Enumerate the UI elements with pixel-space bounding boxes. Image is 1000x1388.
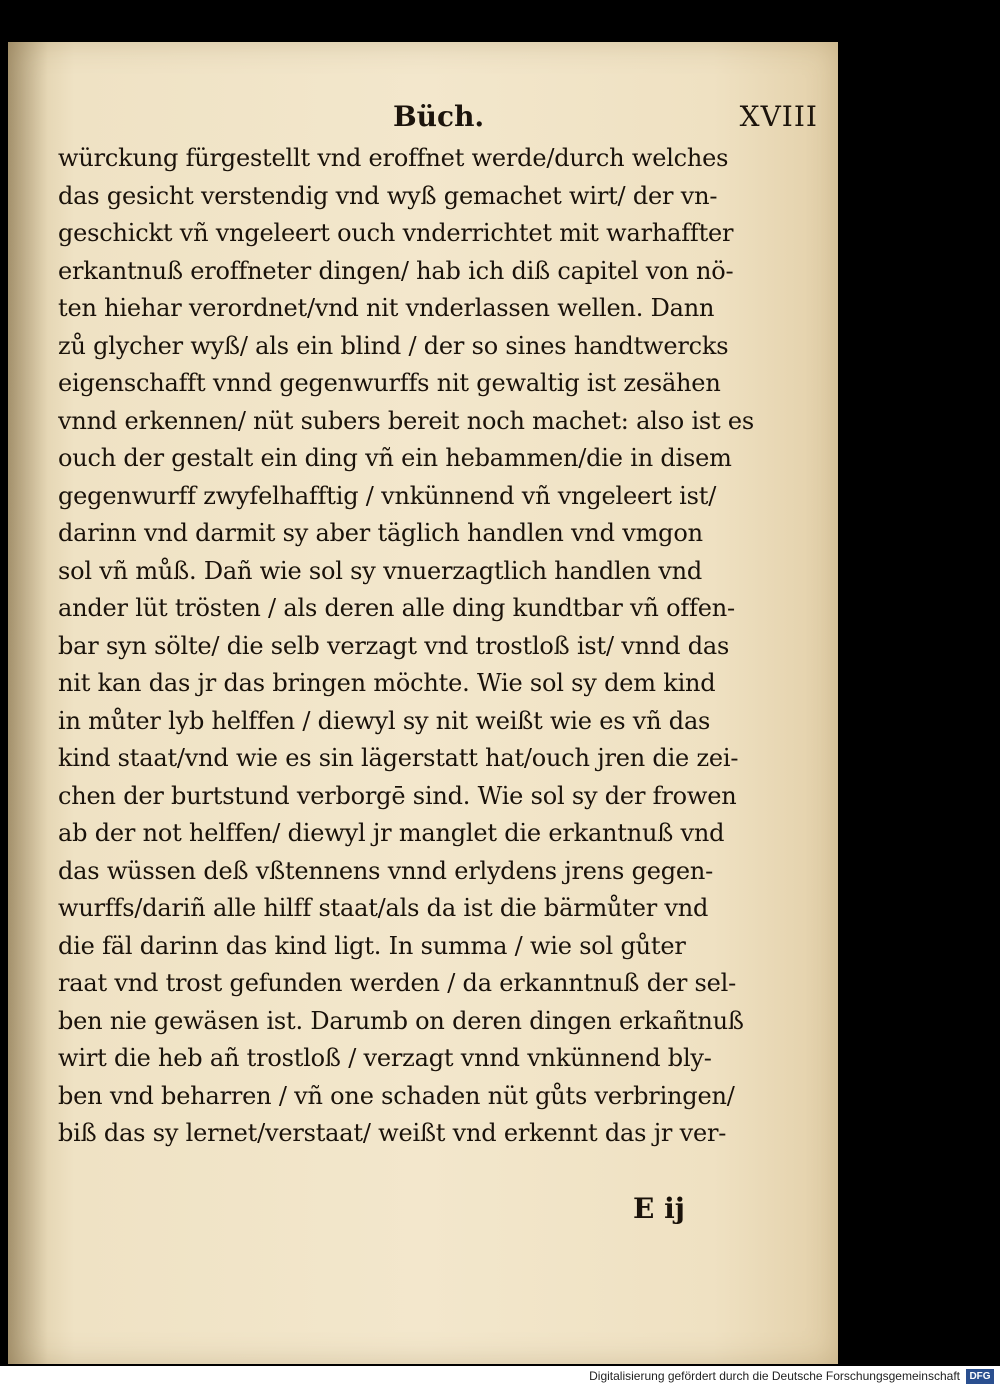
text-line: kind staat/vnd wie es sin lägerstatt hat/ouch jren die zei- (58, 744, 739, 772)
text-line: wirt die heb añ trostloß / verzagt vnnd vnkünnend bly- (58, 1044, 712, 1072)
folio-number: XVIII (739, 100, 818, 133)
text-line: chen der burtstund verborgē sind. Wie sol sy der frowen (58, 781, 737, 810)
text-line: ab der not helffen/ diewyl jr manglet die erkantnuß vnd (58, 819, 725, 847)
running-head-title: Büch. (393, 100, 485, 133)
text-line: ouch der gestalt ein ding vñ ein hebammen/die in disem (58, 444, 732, 472)
text-line: würckung fürgestellt vnd eroffnet werde/durch welches (58, 144, 729, 172)
running-head (8, 100, 838, 140)
text-line: raat vnd trost gefunden werden / da erkanntnuß der sel- (58, 969, 737, 997)
text-line: wurffs/dariñ alle hilff staat/als da ist die bärmůter vnd (58, 894, 709, 922)
text-line: ander lüt trösten / als deren alle ding kundtbar vñ offen- (58, 594, 735, 622)
text-line: die fäl darinn das kind ligt. In summa / wie sol gůter (58, 931, 686, 960)
funding-credit: Digitalisierung gefördert durch die Deutsche Forschungsgemeinschaft (589, 1369, 960, 1383)
text-line: bar syn sölte/ die selb verzagt vnd trostloß ist/ vnnd das (58, 631, 730, 660)
text-line: ten hiehar verordnet/vnd nit vnderlassen wellen. Dann (58, 294, 715, 322)
text-line: erkantnuß eroffneter dingen/ hab ich diß capitel von nö- (58, 256, 734, 285)
text-line: gegenwurff zwyfelhafftig / vnkünnend vñ vngeleert ist/ (58, 481, 717, 510)
text-line: das gesicht verstendig vnd wyß gemachet wirt/ der vn- (58, 181, 718, 210)
book-page (8, 42, 838, 1364)
text-line: geschickt vñ vngeleert ouch vnderrichtet mit warhaffter (58, 219, 734, 247)
body-text (58, 140, 818, 1153)
text-line: nit kan das jr das bringen möchte. Wie sol sy dem kind (58, 669, 716, 697)
text-line: biß das sy lernet/verstaat/ weißt vnd erkennt das jr ver- (58, 1119, 727, 1147)
gutter-shadow (8, 42, 48, 1364)
credit-footer (0, 1366, 1000, 1388)
text-line: zů glycher wyß/ als ein blind / der so sines handtwercks (58, 331, 729, 360)
text-line: eigenschafft vnnd gegenwurffs nit gewaltig ist zesähen (58, 369, 721, 397)
text-line: sol vñ můß. Dañ wie sol sy vnuerzagtlich handlen vnd (58, 556, 702, 585)
text-line: das wüssen deß vßtennens vnnd erlydens jrens gegen- (58, 856, 714, 885)
text-line: ben nie gewäsen ist. Darumb on deren dingen erkañtnuß (58, 1006, 744, 1035)
text-line: ben vnd beharren / vñ one schaden nüt gůts verbringen/ (58, 1081, 735, 1110)
text-line: vnnd erkennen/ nüt subers bereit noch machet: also ist es (58, 406, 755, 435)
signature-mark: E ij (633, 1192, 685, 1225)
text-line: darinn vnd darmit sy aber täglich handlen vnd vmgon (58, 519, 703, 547)
text-line: in můter lyb helffen / diewyl sy nit weißt wie es vñ das (58, 706, 711, 735)
dfg-logo-icon: DFG (966, 1369, 994, 1384)
